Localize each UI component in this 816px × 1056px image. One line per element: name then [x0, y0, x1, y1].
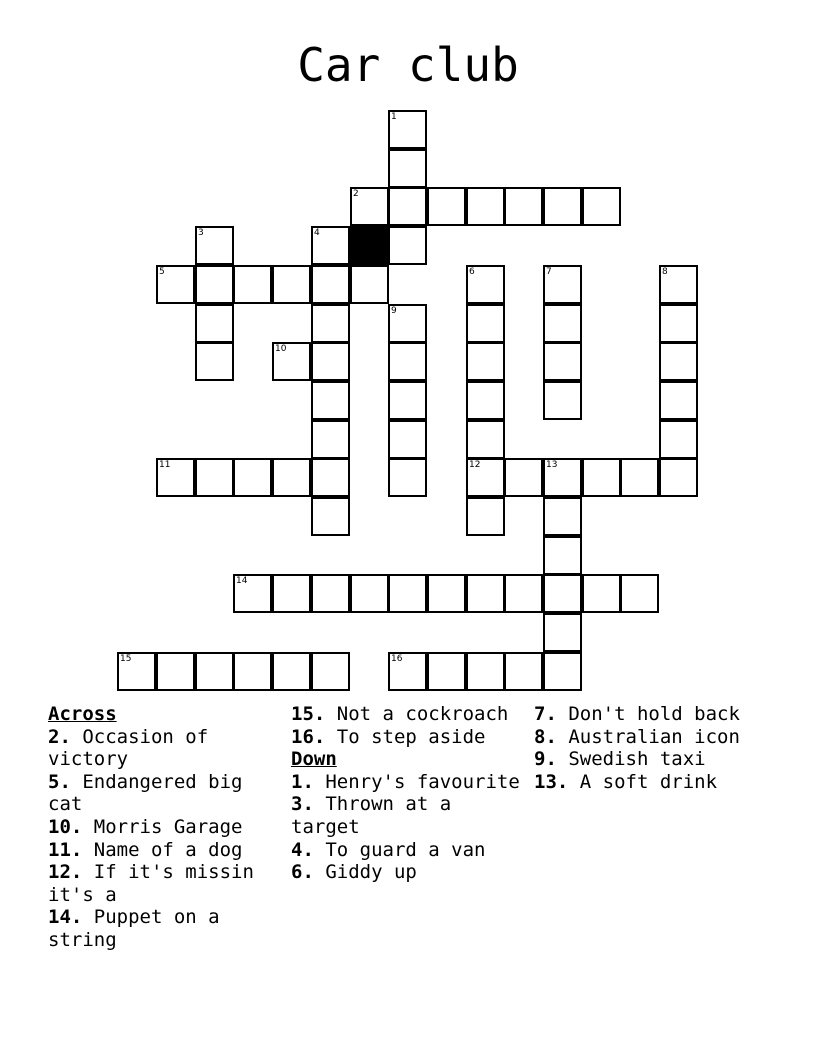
- grid-cell[interactable]: [466, 458, 505, 497]
- clue-text: Henry's favourite: [325, 770, 520, 793]
- cell-number: 8: [662, 267, 668, 277]
- clue-number: 13.: [534, 770, 569, 793]
- grid-cell[interactable]: [466, 304, 505, 343]
- cell-number: 1: [391, 112, 397, 122]
- clue-text: Giddy up: [325, 861, 417, 884]
- grid-cell[interactable]: [466, 265, 505, 304]
- cell-number: 2: [353, 189, 359, 199]
- grid-cell[interactable]: [427, 187, 466, 226]
- grid-cell[interactable]: [388, 652, 427, 691]
- grid-cell[interactable]: [620, 458, 659, 497]
- puzzle-title: Car club: [297, 38, 519, 92]
- clue-text: If it's missin it's a: [48, 861, 254, 906]
- clue-text: Name of a dog: [93, 838, 243, 861]
- clue-down-4[interactable]: [291, 839, 531, 862]
- grid-cell[interactable]: [195, 458, 234, 497]
- grid-cell[interactable]: [311, 497, 350, 536]
- grid-cell[interactable]: [466, 497, 505, 536]
- grid-cell[interactable]: [427, 652, 466, 691]
- grid-cell[interactable]: [466, 187, 505, 226]
- grid-cell[interactable]: [388, 187, 427, 226]
- cell-number: 3: [198, 228, 204, 238]
- grid-cell[interactable]: [543, 458, 582, 497]
- grid-cell[interactable]: [659, 342, 698, 381]
- grid-cell[interactable]: [543, 265, 582, 304]
- grid-cell[interactable]: [659, 458, 698, 497]
- grid-cell[interactable]: [388, 149, 427, 188]
- across-heading: Across: [48, 703, 117, 725]
- clue-text: Puppet on a string: [48, 906, 220, 951]
- grid-cell[interactable]: [466, 574, 505, 613]
- clue-text: Thrown at a target: [291, 793, 452, 838]
- grid-cell[interactable]: [233, 574, 272, 613]
- cell-number: 11: [159, 460, 171, 470]
- clue-number: 11.: [48, 838, 83, 861]
- grid-cell[interactable]: [543, 536, 582, 575]
- grid-cell[interactable]: [388, 226, 427, 265]
- grid-cell[interactable]: [272, 574, 311, 613]
- cell-number: 15: [120, 654, 132, 664]
- clue-text: Australian icon: [568, 725, 740, 748]
- grid-cell[interactable]: [543, 613, 582, 652]
- grid-cell[interactable]: [311, 574, 350, 613]
- cell-number: 16: [391, 654, 403, 664]
- grid-cell[interactable]: [195, 265, 234, 304]
- clue-text: A soft drink: [579, 770, 718, 793]
- black-cell: [350, 226, 389, 265]
- clue-text: Endangered big cat: [48, 770, 243, 816]
- grid-cell[interactable]: [350, 574, 389, 613]
- grid-cell[interactable]: [117, 652, 156, 691]
- grid-cell[interactable]: [311, 458, 350, 497]
- grid-cell[interactable]: [233, 265, 272, 304]
- grid-cell[interactable]: [311, 226, 350, 265]
- clue-down-9[interactable]: [534, 748, 774, 771]
- clue-across-12[interactable]: [48, 861, 288, 906]
- cell-number: 9: [391, 306, 397, 316]
- clue-number: 4.: [291, 838, 314, 861]
- grid-cell[interactable]: [195, 342, 234, 381]
- grid-cell[interactable]: [388, 304, 427, 343]
- grid-cell[interactable]: [582, 574, 621, 613]
- grid-cell[interactable]: [156, 652, 195, 691]
- clue-number: 1.: [291, 770, 314, 793]
- clue-number: 15.: [291, 703, 326, 725]
- grid-cell[interactable]: [466, 342, 505, 381]
- cell-number: 14: [236, 576, 248, 586]
- grid-cell[interactable]: [311, 381, 350, 420]
- grid-cell[interactable]: [233, 458, 272, 497]
- clue-down-7[interactable]: [534, 703, 774, 726]
- clue-text: Morris Garage: [93, 815, 243, 838]
- clue-across-10[interactable]: [48, 816, 288, 839]
- grid-cell[interactable]: [311, 304, 350, 343]
- clue-down-1[interactable]: [291, 771, 531, 794]
- down-heading: Down: [291, 748, 337, 771]
- clue-column-1: [48, 703, 288, 956]
- grid-cell[interactable]: [311, 652, 350, 691]
- clue-number: 14.: [48, 906, 83, 929]
- grid-cell[interactable]: [620, 574, 659, 613]
- clue-across-15[interactable]: [291, 703, 531, 726]
- grid-cell[interactable]: [272, 265, 311, 304]
- grid-cell[interactable]: [543, 381, 582, 420]
- grid-cell[interactable]: [388, 458, 427, 497]
- clue-column-3: [534, 703, 774, 956]
- grid-cell[interactable]: [466, 381, 505, 420]
- grid-cell[interactable]: [659, 304, 698, 343]
- clue-across-2[interactable]: [48, 726, 288, 771]
- grid-cell[interactable]: [388, 574, 427, 613]
- grid-cell[interactable]: [311, 342, 350, 381]
- cell-number: 7: [546, 267, 552, 277]
- grid-cell[interactable]: [543, 652, 582, 691]
- clue-text: Don't hold back: [568, 703, 740, 725]
- clue-text: To guard a van: [325, 838, 486, 861]
- clue-number: 6.: [291, 861, 314, 884]
- grid-cell[interactable]: [466, 420, 505, 459]
- clue-number: 10.: [48, 815, 83, 838]
- grid-cell[interactable]: [543, 497, 582, 536]
- clue-number: 9.: [534, 748, 557, 771]
- grid-cell[interactable]: [504, 652, 543, 691]
- grid-cell[interactable]: [272, 342, 311, 381]
- clue-down-8[interactable]: [534, 726, 774, 749]
- grid-cell[interactable]: [156, 458, 195, 497]
- clue-number: 8.: [534, 725, 557, 748]
- clue-number: 3.: [291, 793, 314, 816]
- clue-text: Occasion of victory: [48, 725, 209, 771]
- grid-cell[interactable]: [659, 265, 698, 304]
- grid-cell[interactable]: [272, 458, 311, 497]
- grid-cell[interactable]: [388, 381, 427, 420]
- cell-number: 10: [275, 344, 287, 354]
- cell-number: 13: [546, 460, 558, 470]
- cell-number: 4: [314, 228, 320, 238]
- grid-cell[interactable]: [388, 342, 427, 381]
- grid-cell[interactable]: [543, 574, 582, 613]
- clue-text: Swedish taxi: [568, 748, 706, 771]
- grid-cell[interactable]: [388, 110, 427, 149]
- grid-cell[interactable]: [388, 420, 427, 459]
- clue-text: Not a cockroach: [336, 703, 509, 725]
- clue-column-2: [291, 703, 531, 956]
- grid-cell[interactable]: [659, 381, 698, 420]
- grid-cell[interactable]: [504, 458, 543, 497]
- grid-cell[interactable]: [582, 187, 621, 226]
- cell-number: 12: [469, 460, 481, 470]
- grid-cell[interactable]: [659, 420, 698, 459]
- clue-number: 16.: [291, 725, 326, 748]
- grid-cell[interactable]: [427, 574, 466, 613]
- clue-down-3[interactable]: [291, 793, 531, 838]
- clue-down-6[interactable]: [291, 861, 531, 884]
- grid-cell[interactable]: [195, 226, 234, 265]
- grid-cell[interactable]: [195, 304, 234, 343]
- grid-cell[interactable]: [195, 652, 234, 691]
- grid-cell[interactable]: [543, 304, 582, 343]
- grid-cell[interactable]: [350, 187, 389, 226]
- grid-cell[interactable]: [543, 187, 582, 226]
- grid-cell[interactable]: [504, 574, 543, 613]
- clue-number: 2.: [48, 725, 71, 748]
- grid-cell[interactable]: [350, 265, 389, 304]
- grid-cell[interactable]: [156, 265, 195, 304]
- clue-across-11[interactable]: [48, 839, 288, 862]
- grid-cell[interactable]: [466, 652, 505, 691]
- grid-cell[interactable]: [233, 652, 272, 691]
- grid-cell[interactable]: [272, 652, 311, 691]
- clue-number: 5.: [48, 770, 71, 793]
- clue-across-14[interactable]: [48, 906, 288, 951]
- clue-across-16[interactable]: [291, 726, 531, 749]
- clue-number: 7.: [534, 703, 557, 725]
- grid-cell[interactable]: [311, 420, 350, 459]
- cell-number: 6: [469, 267, 475, 277]
- clue-text: To step aside: [336, 725, 486, 748]
- grid-cell[interactable]: [543, 342, 582, 381]
- clue-down-13[interactable]: [534, 771, 774, 794]
- grid-cell[interactable]: [504, 187, 543, 226]
- cell-number: 5: [159, 267, 165, 277]
- grid-cell[interactable]: [582, 458, 621, 497]
- grid-cell[interactable]: [311, 265, 350, 304]
- clue-across-5[interactable]: [48, 771, 288, 816]
- clue-number: 12.: [48, 861, 83, 884]
